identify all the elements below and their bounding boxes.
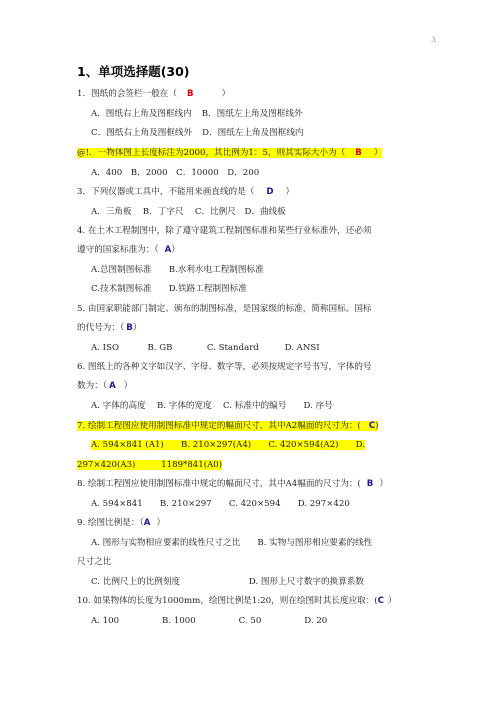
question-9-stem: 9. 绘图比例是：（ [77, 518, 144, 528]
question-2-stem: @!．一物体图上长度标注为2000，其比例为1：5，则其实际大小为（ B ） [77, 148, 383, 158]
question-7-answer: C [368, 421, 376, 431]
question-2-options: A．400 B．2000 C．10000 D．200 [91, 168, 260, 178]
question-3-answer: D [266, 187, 274, 197]
question-6-answer: A [109, 381, 116, 391]
question-10-stem: 10. 如果物体的长度为1000mm，绘图比例是1:20，则在绘图时其长度应取：( [77, 596, 378, 606]
question-1-option-d: D．图纸左上角及图框线内 [202, 128, 304, 138]
question-2-answer: B [355, 148, 362, 158]
page-corner-mark: .\ [431, 36, 436, 44]
question-10: 10. 如果物体的长度为1000mm，绘图比例是1:20，则在绘图时其长度应取：(C ） [77, 596, 397, 606]
question-1-options-row-1 [91, 108, 303, 120]
question-5-answer: B [126, 323, 133, 333]
question-9-options-row-1: A. 图形与实物相应要素的线性尺寸之比 B. 实物与图形相应要素的线性 [91, 538, 373, 548]
question-8: 8. 绘制工程图应使用制图标准中规定的幅面尺寸，其中A4幅面的尺寸为：( B ） [77, 479, 388, 489]
question-4-options-row-2: C.技术制图标准 D.铁路工程制图标准 [91, 284, 247, 294]
question-1-answer: B [187, 89, 194, 99]
question-5-line-1: 5. 由国家职能部门制定、颁布的制图标准，是国家级的标准，简称国标。国标 [77, 304, 372, 314]
question-2 [77, 147, 382, 159]
question-7-stem: 7. 绘制工程图应使用制图标准中规定的幅面尺寸，其中A2幅面的尺寸为：( C) [77, 421, 379, 431]
question-1-stem: 1．图纸的会签栏一般在（ [77, 89, 177, 99]
question-1 [77, 88, 230, 100]
question-4-options-row-1: A.总图制图标准 B.水利水电工程制图标准 [91, 265, 264, 275]
question-4-answer: A [164, 245, 172, 255]
question-8-answer: B [366, 479, 374, 489]
question-6-line-2: 数为：（ A ） [77, 381, 133, 391]
question-9: 9. 绘图比例是：（A ） [77, 518, 166, 528]
question-1-options-row-2 [91, 127, 304, 139]
question-5-options: A. ISO B. GB C. Standard D. ANSI [91, 343, 320, 353]
question-3-stem: 3．下列仪器或工具中，不能用来画直线的是（ [77, 187, 255, 197]
question-9-options-row-2: C. 比例尺上的比例刻度 D. 图形上尺寸数字的换算系数 [91, 577, 364, 587]
question-5-line-2: 的代号为：（ B） [77, 323, 142, 333]
question-10-answer: C [377, 596, 384, 606]
question-1-option-c: C．图纸右上角及图框线外 [91, 128, 193, 138]
question-6-options: A. 字体的高度 B. 字体的宽度 C. 标准中的编号 D. 序号 [91, 401, 333, 411]
question-1-option-b: B．图纸左上角及图框线外 [201, 109, 303, 119]
question-9-options-row-1-cont: 尺寸之比 [77, 557, 112, 567]
section-title: 1、单项选择题(30) [77, 64, 190, 79]
question-4-line-2: 遵守的国家标准为：（ A） [77, 245, 180, 255]
question-7 [77, 420, 378, 432]
question-7-options: A. 594×841 (A1) B. 210×297(A4) C. 420×594(A2) D. [91, 440, 365, 450]
question-6-line-1: 6. 图纸上的各种文字如汉字、字母、数字等，必须按规定字号书写，字体的号 [77, 362, 372, 372]
question-8-options: A. 594×841 B. 210×297 C. 420×594 D. 297×420 [91, 499, 350, 509]
question-1-option-a: A．图纸右上角及图框线内 [91, 109, 192, 119]
question-10-options: A. 100 B. 1000 C. 50 D. 20 [91, 616, 328, 626]
question-8-stem: 8. 绘制工程图应使用制图标准中规定的幅面尺寸，其中A4幅面的尺寸为：( [77, 479, 361, 489]
question-1-tail: ） [221, 89, 231, 99]
question-3: 3．下列仪器或工具中，不能用来画直线的是（ D ） [77, 187, 295, 197]
question-3-options: A．三角板 B．丁字尺 C．比例尺 D．曲线板 [91, 207, 286, 217]
question-9-answer: A [143, 518, 151, 528]
question-7-options-cont: 297×420(A3) 1189*841(A0) [77, 460, 223, 470]
question-4-line-1: 4. 在土木工程制图中，除了遵守建筑工程制图标准和某些行业标准外，还必须 [77, 226, 372, 236]
